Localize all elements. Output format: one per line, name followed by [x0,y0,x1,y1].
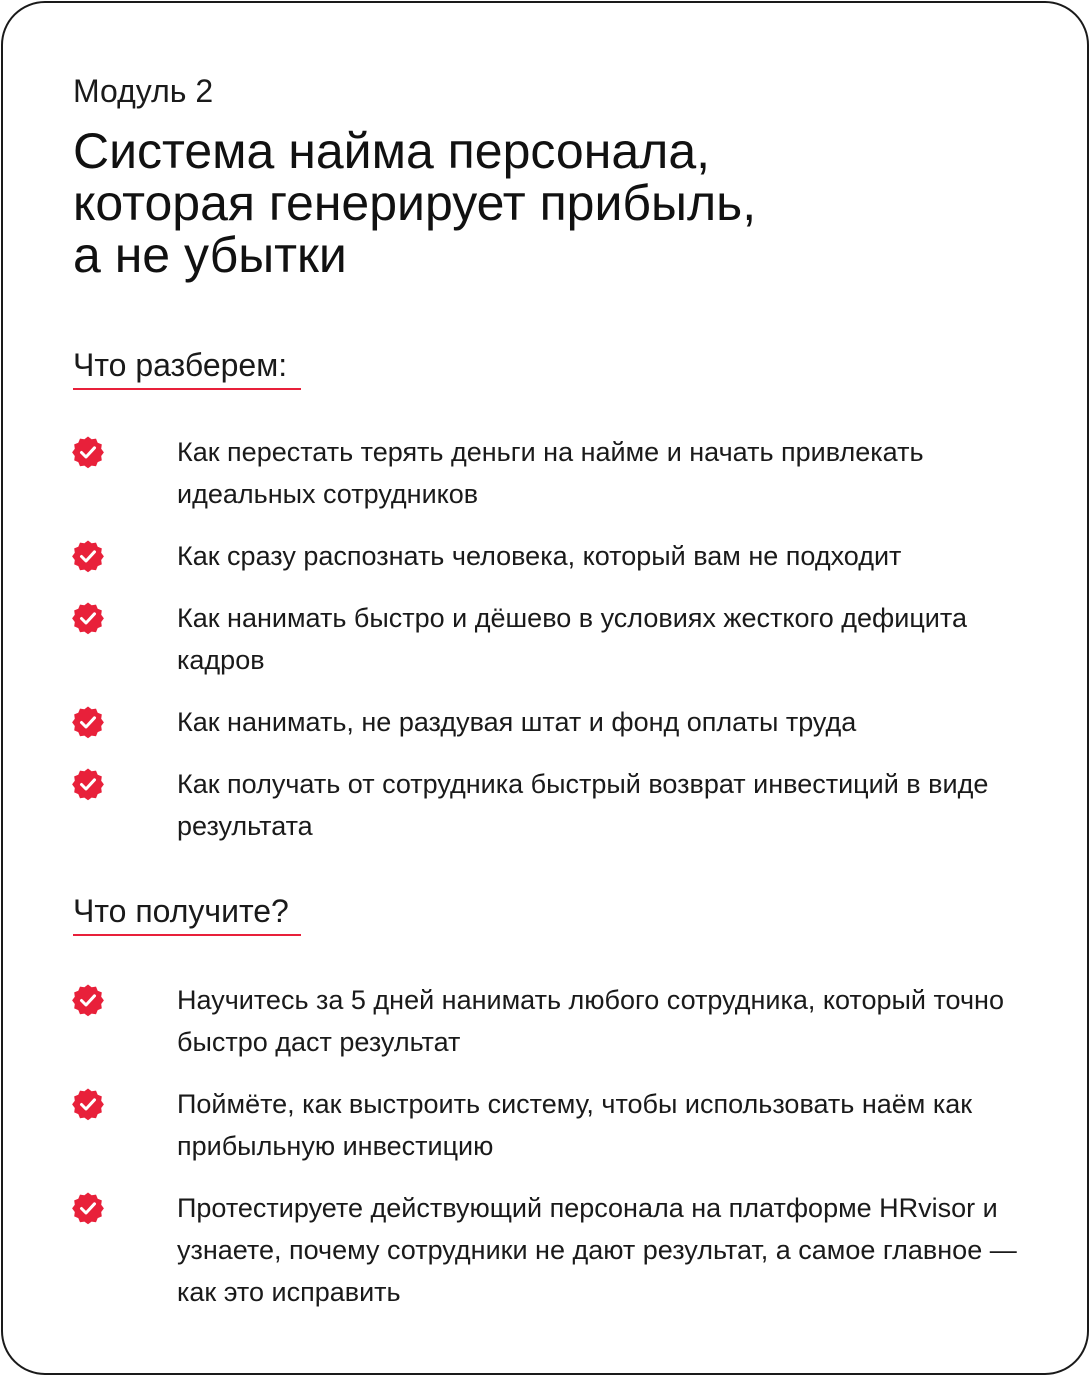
check-badge-icon [71,1191,105,1225]
page-title: Система найма персонала, которая генерирует прибыль, а не убытки [73,123,757,283]
check-badge-icon [71,1087,105,1121]
check-badge-icon [71,601,105,635]
check-badge-icon [71,435,105,469]
list-item-text: Как нанимать быстро и дёшево в условиях жесткого дефицита кадров [177,603,967,675]
module-label: Модуль 2 [73,73,214,109]
list-item-text: Как перестать терять деньги на найме и начать привлекать идеальных сотрудников [177,437,924,509]
section-underline [73,934,301,936]
list-item-text: Как сразу распознать человека, который вам не подходит [177,541,902,571]
list-item-text: Как нанимать, не раздувая штат и фонд оплаты труда [177,707,857,737]
list-item-text: Поймёте, как выстроить систему, чтобы использовать наём как прибыльную инвестицию [177,1089,973,1161]
module-card [1,1,1089,1375]
section-heading-review: Что разберем: [73,347,288,383]
check-badge-icon [71,705,105,739]
check-badge-icon [71,767,105,801]
section-underline [73,388,301,390]
list-item-text: Протестируете действующий персонала на платформе HRvisor и узнаете, почему сотрудники не дают результат, а самое главное — как это исправить [177,1193,1017,1307]
check-badge-icon [71,983,105,1017]
check-badge-icon [71,539,105,573]
section-heading-outcomes: Что получите? [73,893,289,929]
list-item-text: Научитесь за 5 дней нанимать любого сотрудника, который точно быстро даст результат [177,985,1004,1057]
list-item-text: Как получать от сотрудника быстрый возврат инвестиций в виде результата [177,769,989,841]
